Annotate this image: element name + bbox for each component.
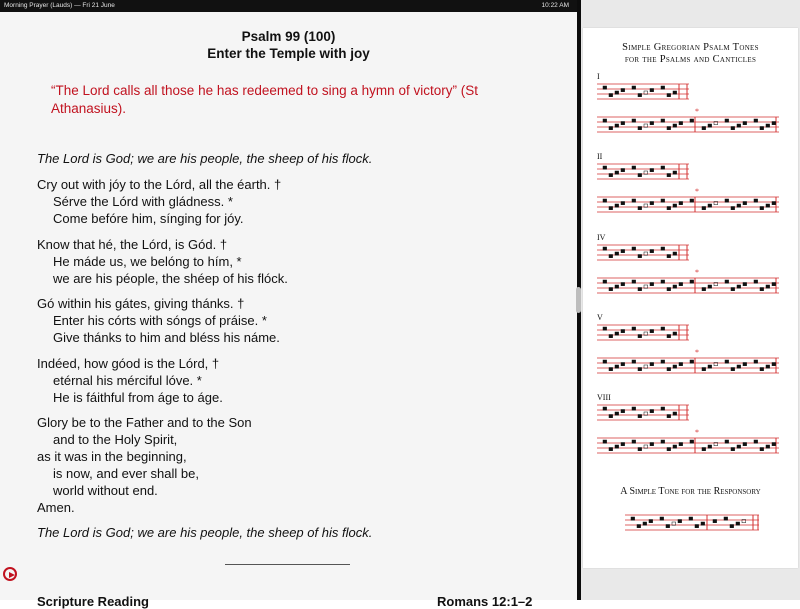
verse-line: we are his péople, the shéep of his flóck. bbox=[53, 271, 288, 286]
status-bar bbox=[0, 0, 577, 12]
psalm-number: Psalm 99 (100) bbox=[241, 29, 336, 44]
verse-line: Give thánks to him and bléss his náme. bbox=[53, 330, 280, 345]
mode-label: VIII bbox=[597, 393, 611, 402]
svg-text:*: * bbox=[695, 107, 699, 116]
doxology-line: and to the Holy Spirit, bbox=[53, 432, 178, 447]
doxology-line: as it was in the beginning, bbox=[37, 449, 187, 464]
verse-line: Know that hé, the Lórd, is Gód. † bbox=[37, 237, 228, 252]
antiphon-repeat: The Lord is God; we are his people, the sheep of his flock. bbox=[37, 525, 373, 540]
doxology-line: world without end. bbox=[53, 483, 158, 498]
verse-line: Indéed, how góod is the Lórd, † bbox=[37, 356, 220, 371]
doxology-line: Glory be to the Father and to the Son bbox=[37, 415, 252, 430]
verse-line: Gó within his gátes, giving thánks. † bbox=[37, 296, 245, 311]
sheet-title-line1: Simple Gregorian Psalm Tones bbox=[622, 42, 759, 53]
mode-label: II bbox=[597, 152, 603, 161]
mode-label: IV bbox=[597, 233, 606, 242]
staff bbox=[597, 428, 779, 453]
staff bbox=[625, 515, 759, 530]
staff bbox=[597, 405, 689, 420]
staff bbox=[597, 348, 779, 373]
status-time: 10:22 AM bbox=[541, 2, 569, 9]
svg-text:*: * bbox=[695, 348, 699, 357]
staff bbox=[597, 84, 689, 99]
verse-line: etérnal his mérciful lóve. * bbox=[53, 373, 202, 388]
section-divider bbox=[225, 564, 350, 565]
svg-text:*: * bbox=[695, 428, 699, 437]
next-section-reference: Romans 12:1–2 bbox=[437, 594, 533, 609]
verse-line: He is fáithful from áge to áge. bbox=[53, 390, 223, 405]
staff bbox=[597, 187, 779, 212]
psalm-title: Enter the Temple with joy bbox=[207, 46, 370, 61]
status-title: Morning Prayer (Lauds) — Fri 21 June bbox=[4, 2, 115, 9]
chant-staves bbox=[583, 28, 798, 568]
psalm-tones-sheet bbox=[583, 28, 798, 568]
verse-line: Sérve the Lórd with gládness. * bbox=[53, 194, 233, 209]
prayer-text-pane[interactable] bbox=[0, 12, 577, 609]
staff bbox=[597, 268, 779, 293]
antiphon: The Lord is God; we are his people, the sheep of his flock. bbox=[37, 151, 373, 166]
doxology-line: is now, and ever shall be, bbox=[53, 466, 199, 481]
verse-line: Come befóre him, sínging for jóy. bbox=[53, 211, 244, 226]
verse-line: Cry out with jóy to the Lórd, all the éarth. † bbox=[37, 177, 282, 192]
doxology-line: Amen. bbox=[37, 500, 75, 515]
play-audio-icon[interactable] bbox=[3, 567, 17, 581]
verse-line: He máde us, we belóng to hím, * bbox=[53, 254, 242, 269]
responsory-title: A Simple Tone for the Responsory bbox=[620, 486, 761, 497]
svg-text:*: * bbox=[695, 187, 699, 196]
verse-line: Enter his córts with sóngs of práise. * bbox=[53, 313, 267, 328]
psalm-tones-pane[interactable] bbox=[581, 0, 800, 600]
staff bbox=[597, 245, 689, 260]
sheet-title-line2: for the Psalms and Canticles bbox=[624, 54, 757, 65]
staff bbox=[597, 107, 779, 132]
mode-label: V bbox=[597, 313, 603, 322]
svg-text:*: * bbox=[695, 268, 699, 277]
mode-label: I bbox=[597, 72, 600, 81]
next-section-label: Scripture Reading bbox=[37, 594, 149, 609]
staff bbox=[597, 325, 689, 340]
staff bbox=[597, 164, 689, 179]
psalm-quote: “The Lord calls all those he has redeemed to sing a hymn of victory” (St Athanasius). bbox=[51, 83, 478, 116]
